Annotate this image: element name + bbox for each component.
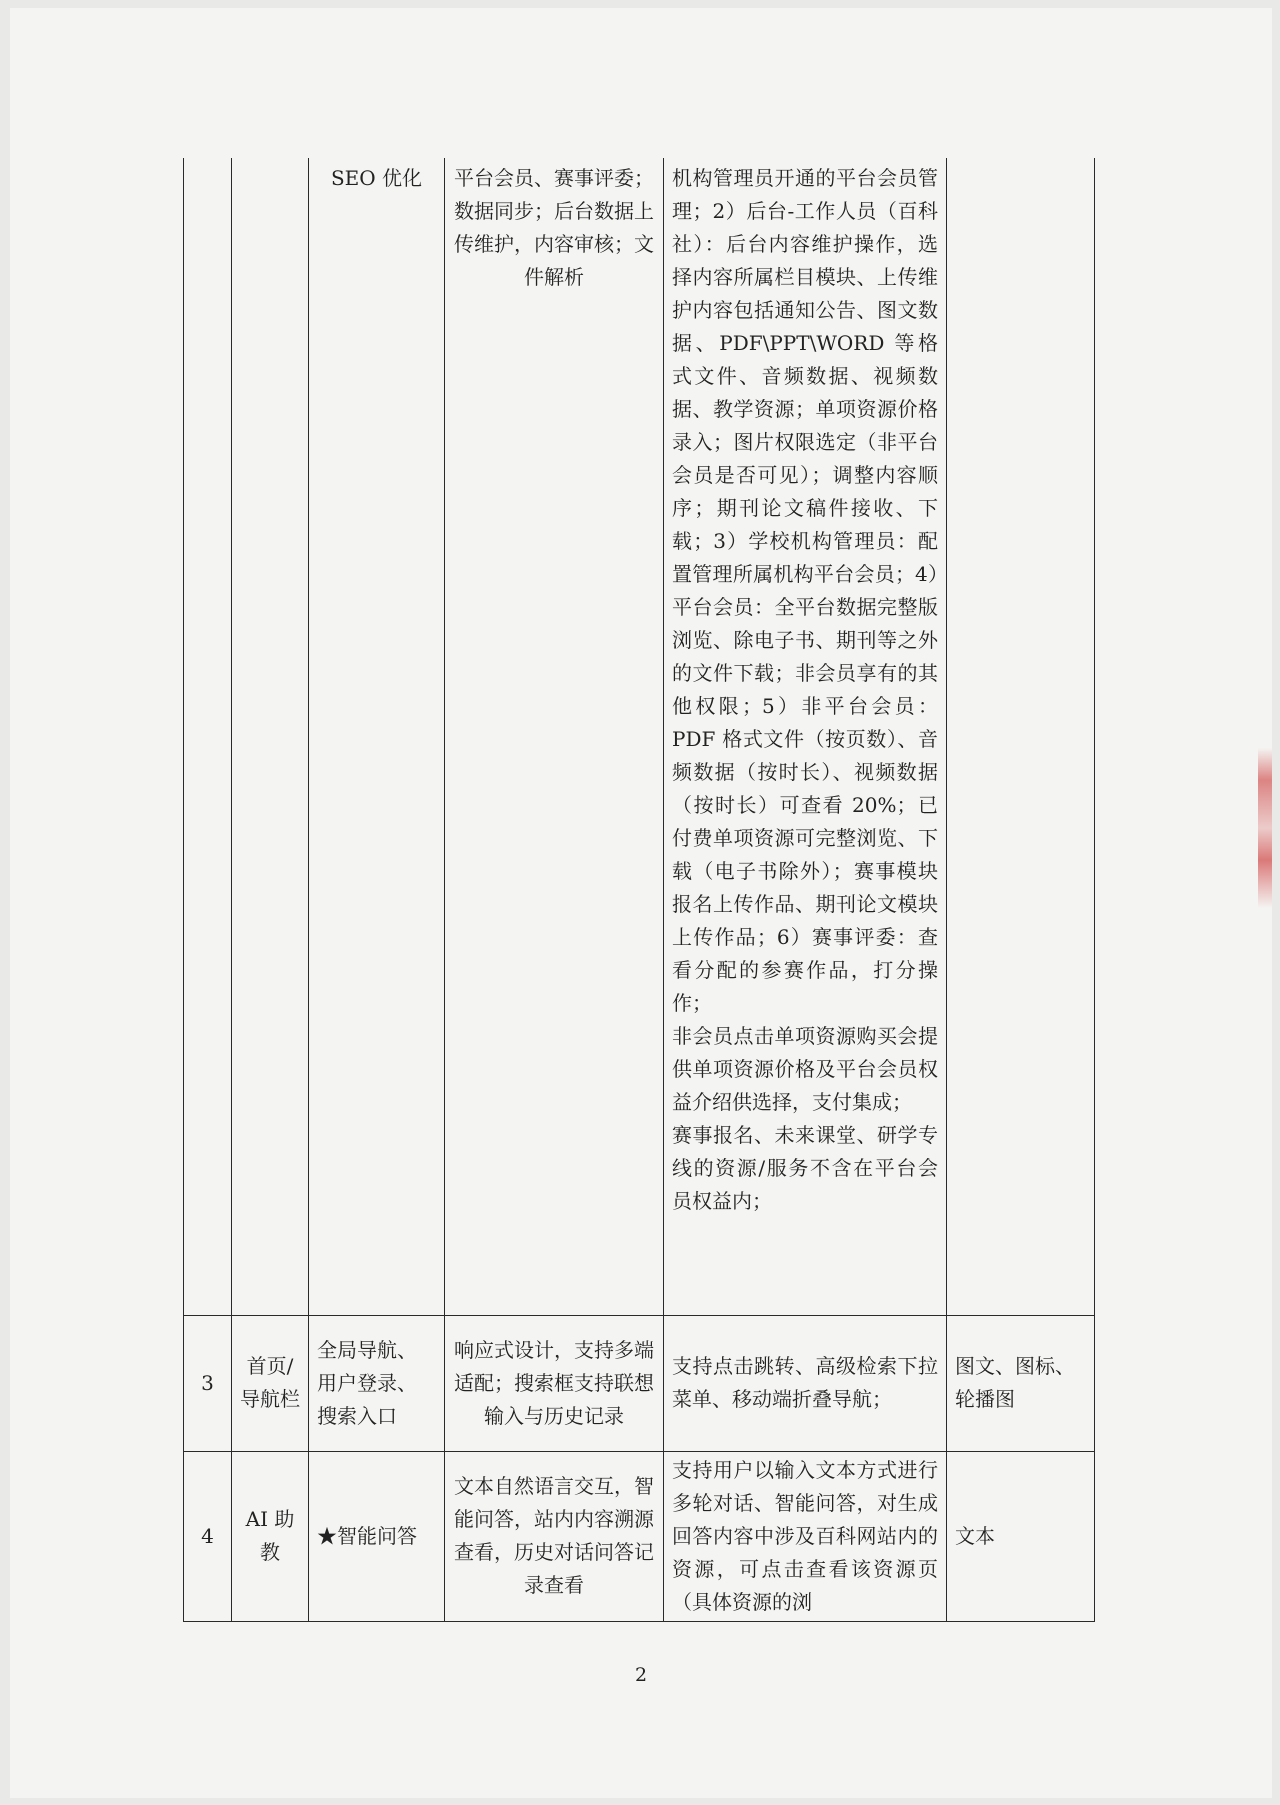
document-page — [10, 8, 1272, 1798]
page-number: 2 — [634, 1664, 648, 1686]
feature-cell — [309, 158, 445, 1315]
row-feature: 全局导航、用户登录、搜索入口 — [309, 1315, 445, 1451]
number-cell — [184, 158, 232, 1315]
requirements-cell — [664, 158, 947, 1315]
row-feature: ★智能问答 — [309, 1451, 445, 1621]
row-content-type: 图文、图标、轮播图 — [947, 1315, 1095, 1451]
red-seal-stamp-edge — [1258, 748, 1272, 908]
table-row — [184, 1315, 1095, 1451]
row-number: 3 — [184, 1315, 232, 1451]
row-requirements: 支持用户以输入文本方式进行多轮对话、智能问答，对生成回答内容中涉及百科网站内的资源，可点击查看该资源页（具体资源的浏 — [664, 1451, 947, 1621]
row-module: 首页/导航栏 — [232, 1315, 309, 1451]
content-type-cell — [947, 158, 1095, 1315]
module-cell — [232, 158, 309, 1315]
row-content-type: 文本 — [947, 1451, 1095, 1621]
row-requirements: 支持点击跳转、高级检索下拉菜单、移动端折叠导航； — [664, 1315, 947, 1451]
table-row-continued — [184, 158, 1095, 1315]
row-module: AI 助教 — [232, 1451, 309, 1621]
table-row — [184, 1451, 1095, 1621]
row-description: 响应式设计，支持多端适配；搜索框支持联想输入与历史记录 — [445, 1315, 664, 1451]
requirements-text: 机构管理员开通的平台会员管理；2）后台-工作人员（百科社）：后台内容维护操作，选择内容所属栏目模块、上传维护内容包括通知公告、图文数据、PDF\PPT\WORD 等格式文件、音频数据、视频数据、教学资源；单项资源价格录入；图片权限选定（非平台会员是否可见）；调整内容顺序；期刊论文稿件接收、下载；3）学校机构管理员：配置管理所属机构平台会员；4）平台会员：全平台数据完整版浏览、除电子书、期刊等之外的文件下载；非会员享有的其他权限；5）非平台会员：PDF 格式文件（按页数）、音频数据（按时长）、视频数据（按时长）可查看 20%；已付费单项资源可完整浏览、下载（电子书除外）；赛事模块报名上传作品、期刊论文模块上传作品；6）赛事评委：查看分配的参赛作品，打分操作； 非会员点击单项资源购买会提供单项资源价格及平台会员权益介绍供选择，支付集成； 赛事报名、未来课堂、研学专线的资源/服务不含在平台会员权益内； — [672, 166, 938, 1213]
row-number: 4 — [184, 1451, 232, 1621]
row-description: 文本自然语言交互，智能问答，站内内容溯源查看，历史对话问答记录查看 — [445, 1451, 664, 1621]
description-cell — [445, 158, 664, 1315]
requirements-table — [183, 158, 1095, 1622]
feature-text: SEO 优化 — [330, 166, 423, 190]
description-text: 平台会员、赛事评委；数据同步；后台数据上传维护，内容审核；文件解析 — [454, 166, 654, 289]
